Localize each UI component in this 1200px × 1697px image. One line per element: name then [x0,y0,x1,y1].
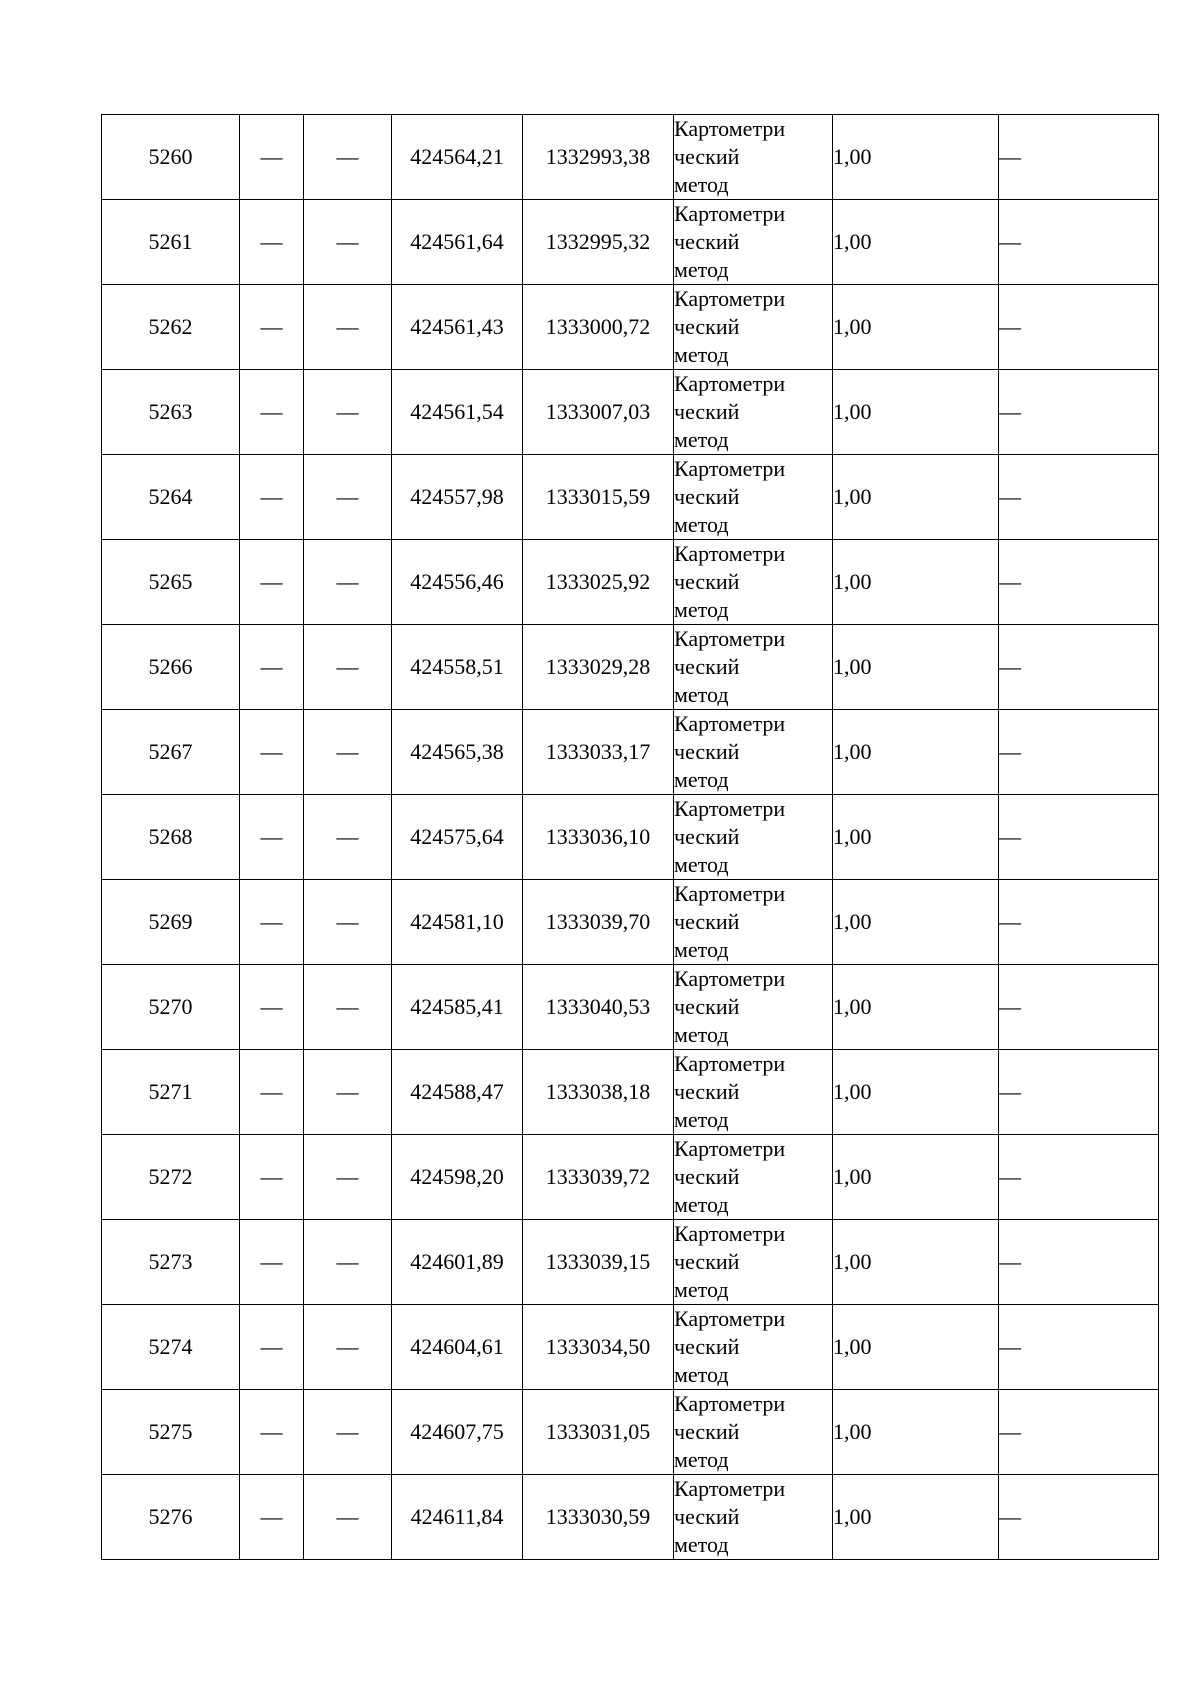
method-text-line: Картометри [674,1221,786,1246]
column-3-cell: — [304,200,392,285]
description-cell: — [999,1220,1159,1305]
y-coordinate-cell: 1333025,92 [523,540,674,625]
description-cell: — [999,115,1159,200]
point-number-cell: 5267 [102,710,240,795]
column-2-cell: — [240,625,304,710]
column-3-cell: — [304,965,392,1050]
point-number-cell: 5272 [102,1135,240,1220]
column-2-cell: — [240,1135,304,1220]
method-text-line: ческий [674,1249,740,1274]
column-2-cell: — [240,1390,304,1475]
y-coordinate-cell: 1333034,50 [523,1305,674,1390]
method-text-line: Картометри [674,1136,786,1161]
column-2-cell: — [240,795,304,880]
description-cell: — [999,625,1159,710]
accuracy-cell: 1,00 [833,1305,999,1390]
method-text-line: метод [674,172,729,197]
description-cell: — [999,795,1159,880]
y-coordinate-cell: 1333039,72 [523,1135,674,1220]
point-number-cell: 5266 [102,625,240,710]
column-2-cell: — [240,370,304,455]
y-coordinate-cell: 1333030,59 [523,1475,674,1560]
method-text-line: ческий [674,399,740,424]
description-cell: — [999,710,1159,795]
column-3-cell: — [304,370,392,455]
accuracy-cell: 1,00 [833,795,999,880]
method-text-line: метод [674,767,729,792]
x-coordinate-cell: 424558,51 [392,625,523,710]
x-coordinate-cell: 424561,43 [392,285,523,370]
method-text-line: Картометри [674,541,786,566]
description-cell: — [999,370,1159,455]
x-coordinate-cell: 424607,75 [392,1390,523,1475]
method-text-line: Картометри [674,371,786,396]
description-cell: — [999,1050,1159,1135]
point-number-cell: 5268 [102,795,240,880]
accuracy-cell: 1,00 [833,1390,999,1475]
method-text-line: метод [674,427,729,452]
method-text-line: ческий [674,144,740,169]
method-text-line: метод [674,682,729,707]
point-number-cell: 5263 [102,370,240,455]
method-text-line: Картометри [674,456,786,481]
method-text-line: метод [674,1447,729,1472]
y-coordinate-cell: 1333033,17 [523,710,674,795]
method-text-line: ческий [674,229,740,254]
accuracy-cell: 1,00 [833,540,999,625]
x-coordinate-cell: 424556,46 [392,540,523,625]
method-text-line: метод [674,1362,729,1387]
x-coordinate-cell: 424564,21 [392,115,523,200]
point-number-cell: 5265 [102,540,240,625]
method-text-line: метод [674,852,729,877]
point-number-cell: 5274 [102,1305,240,1390]
method-text-line: ческий [674,484,740,509]
column-3-cell: — [304,625,392,710]
column-3-cell: — [304,455,392,540]
column-3-cell: — [304,1050,392,1135]
method-text-line: метод [674,1022,729,1047]
column-3-cell: — [304,1475,392,1560]
table-row [102,1390,1159,1475]
method-text-line: ческий [674,1419,740,1444]
accuracy-cell: 1,00 [833,1135,999,1220]
y-coordinate-cell: 1333039,70 [523,880,674,965]
column-3-cell: — [304,1390,392,1475]
method-text-line: Картометри [674,796,786,821]
column-3-cell: — [304,540,392,625]
description-cell: — [999,965,1159,1050]
accuracy-cell: 1,00 [833,965,999,1050]
method-cell [674,285,833,370]
method-cell [674,1390,833,1475]
x-coordinate-cell: 424575,64 [392,795,523,880]
x-coordinate-cell: 424598,20 [392,1135,523,1220]
method-text-line: метод [674,597,729,622]
method-text-line: ческий [674,909,740,934]
method-cell [674,540,833,625]
method-text-line: ческий [674,824,740,849]
y-coordinate-cell: 1332995,32 [523,200,674,285]
method-cell [674,710,833,795]
description-cell: — [999,880,1159,965]
point-number-cell: 5262 [102,285,240,370]
description-cell: — [999,540,1159,625]
method-text-line: метод [674,937,729,962]
method-cell [674,965,833,1050]
method-text-line: метод [674,342,729,367]
column-3-cell: — [304,710,392,795]
method-text-line: ческий [674,1164,740,1189]
table-row [102,455,1159,540]
point-number-cell: 5273 [102,1220,240,1305]
method-cell [674,1050,833,1135]
method-cell [674,795,833,880]
column-2-cell: — [240,115,304,200]
table-body [102,115,1159,1560]
description-cell: — [999,1390,1159,1475]
description-cell: — [999,285,1159,370]
accuracy-cell: 1,00 [833,455,999,540]
point-number-cell: 5275 [102,1390,240,1475]
column-2-cell: — [240,1050,304,1135]
method-cell [674,115,833,200]
point-number-cell: 5269 [102,880,240,965]
table-row [102,200,1159,285]
method-text-line: Картометри [674,201,786,226]
table-row [102,540,1159,625]
y-coordinate-cell: 1333029,28 [523,625,674,710]
method-text-line: ческий [674,569,740,594]
method-cell [674,880,833,965]
column-2-cell: — [240,965,304,1050]
method-text-line: метод [674,512,729,537]
point-number-cell: 5271 [102,1050,240,1135]
column-3-cell: — [304,1220,392,1305]
method-text-line: метод [674,1107,729,1132]
method-cell [674,200,833,285]
method-text-line: Картометри [674,711,786,736]
x-coordinate-cell: 424611,84 [392,1475,523,1560]
x-coordinate-cell: 424604,61 [392,1305,523,1390]
y-coordinate-cell: 1333036,10 [523,795,674,880]
table-row [102,1305,1159,1390]
table-row [102,880,1159,965]
y-coordinate-cell: 1333040,53 [523,965,674,1050]
column-3-cell: — [304,285,392,370]
x-coordinate-cell: 424585,41 [392,965,523,1050]
y-coordinate-cell: 1333015,59 [523,455,674,540]
method-cell [674,1220,833,1305]
x-coordinate-cell: 424601,89 [392,1220,523,1305]
x-coordinate-cell: 424557,98 [392,455,523,540]
accuracy-cell: 1,00 [833,710,999,795]
x-coordinate-cell: 424561,54 [392,370,523,455]
method-cell [674,455,833,540]
method-text-line: ческий [674,994,740,1019]
method-text-line: ческий [674,314,740,339]
coordinates-table [101,114,1159,1560]
column-3-cell: — [304,115,392,200]
accuracy-cell: 1,00 [833,880,999,965]
table-row [102,1220,1159,1305]
column-2-cell: — [240,1305,304,1390]
point-number-cell: 5276 [102,1475,240,1560]
column-3-cell: — [304,1305,392,1390]
column-2-cell: — [240,285,304,370]
x-coordinate-cell: 424561,64 [392,200,523,285]
method-cell [674,1305,833,1390]
y-coordinate-cell: 1333007,03 [523,370,674,455]
method-text-line: Картометри [674,1306,786,1331]
accuracy-cell: 1,00 [833,200,999,285]
method-text-line: Картометри [674,1051,786,1076]
point-number-cell: 5261 [102,200,240,285]
point-number-cell: 5270 [102,965,240,1050]
table-row [102,1135,1159,1220]
column-2-cell: — [240,200,304,285]
column-2-cell: — [240,455,304,540]
method-text-line: ческий [674,654,740,679]
method-text-line: Картометри [674,1391,786,1416]
y-coordinate-cell: 1333000,72 [523,285,674,370]
description-cell: — [999,455,1159,540]
accuracy-cell: 1,00 [833,1475,999,1560]
y-coordinate-cell: 1333039,15 [523,1220,674,1305]
x-coordinate-cell: 424588,47 [392,1050,523,1135]
accuracy-cell: 1,00 [833,625,999,710]
y-coordinate-cell: 1333031,05 [523,1390,674,1475]
table-row [102,1050,1159,1135]
method-cell [674,1135,833,1220]
method-text-line: Картометри [674,286,786,311]
method-text-line: Картометри [674,1476,786,1501]
table-row [102,795,1159,880]
description-cell: — [999,1475,1159,1560]
table-row [102,710,1159,795]
method-text-line: метод [674,1277,729,1302]
column-3-cell: — [304,1135,392,1220]
column-2-cell: — [240,710,304,795]
method-text-line: Картометри [674,881,786,906]
method-cell [674,625,833,710]
table-row [102,1475,1159,1560]
accuracy-cell: 1,00 [833,285,999,370]
method-cell [674,370,833,455]
column-2-cell: — [240,540,304,625]
description-cell: — [999,200,1159,285]
point-number-cell: 5260 [102,115,240,200]
method-text-line: ческий [674,1334,740,1359]
column-2-cell: — [240,880,304,965]
column-3-cell: — [304,880,392,965]
method-text-line: ческий [674,1079,740,1104]
method-text-line: Картометри [674,626,786,651]
description-cell: — [999,1135,1159,1220]
point-number-cell: 5264 [102,455,240,540]
table-row [102,625,1159,710]
x-coordinate-cell: 424565,38 [392,710,523,795]
y-coordinate-cell: 1332993,38 [523,115,674,200]
method-text-line: ческий [674,1504,740,1529]
column-2-cell: — [240,1220,304,1305]
method-text-line: метод [674,1532,729,1557]
x-coordinate-cell: 424581,10 [392,880,523,965]
method-text-line: Картометри [674,116,786,141]
accuracy-cell: 1,00 [833,1050,999,1135]
table-row [102,115,1159,200]
table-row [102,370,1159,455]
column-2-cell: — [240,1475,304,1560]
column-3-cell: — [304,795,392,880]
method-text-line: Картометри [674,966,786,991]
table-row [102,285,1159,370]
accuracy-cell: 1,00 [833,370,999,455]
description-cell: — [999,1305,1159,1390]
accuracy-cell: 1,00 [833,115,999,200]
table-row [102,965,1159,1050]
method-text-line: метод [674,257,729,282]
method-text-line: метод [674,1192,729,1217]
accuracy-cell: 1,00 [833,1220,999,1305]
y-coordinate-cell: 1333038,18 [523,1050,674,1135]
method-cell [674,1475,833,1560]
method-text-line: ческий [674,739,740,764]
